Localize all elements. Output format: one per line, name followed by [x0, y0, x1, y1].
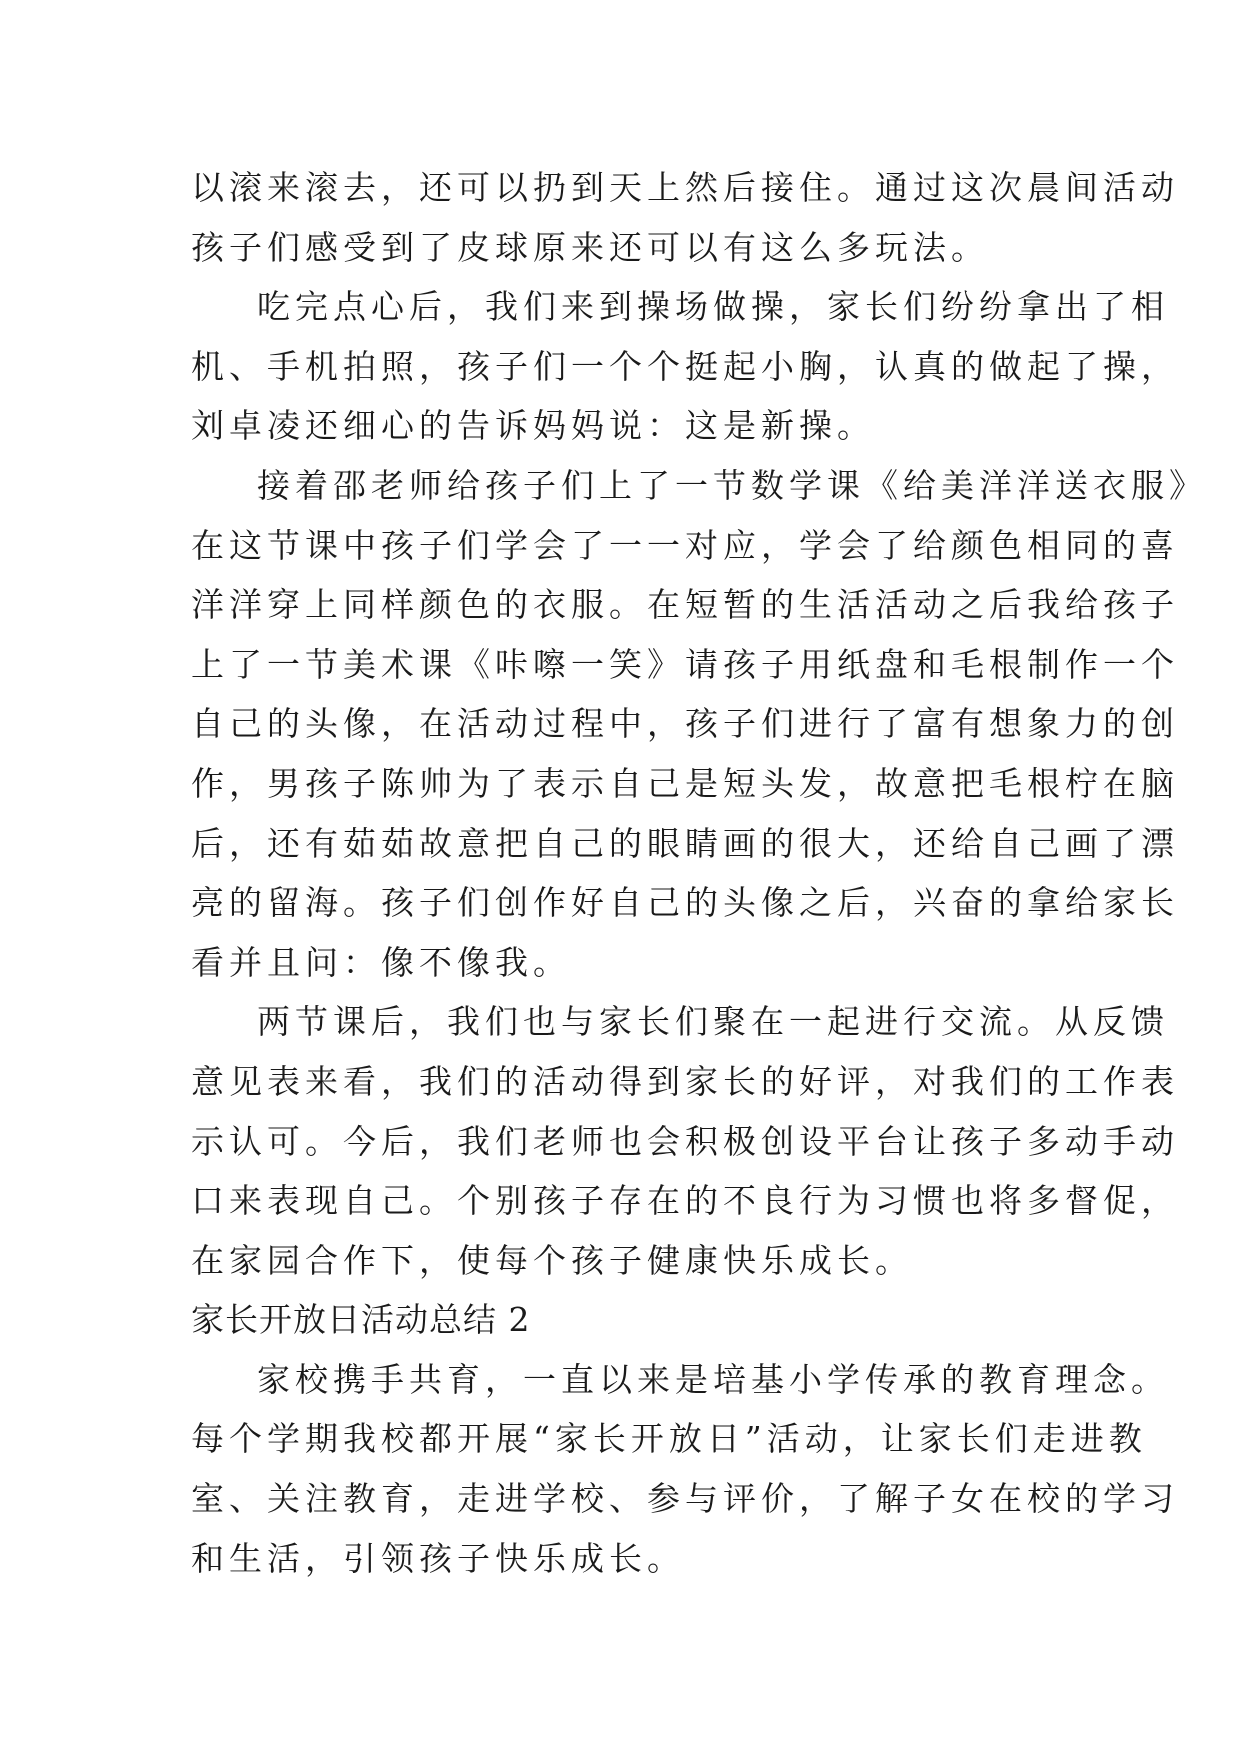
text-line: 作，男孩子陈帅为了表示自己是短头发，故意把毛根柠在脑	[191, 763, 1179, 803]
text-line: 家校携手共育，一直以来是培基小学传承的教育理念。	[257, 1359, 1169, 1399]
text-line: 洋洋穿上同样颜色的衣服。在短暂的生活活动之后我给孩子	[191, 585, 1179, 625]
text-line: 自己的头像，在活动过程中，孩子们进行了富有想象力的创	[191, 704, 1179, 744]
text-line: 室、关注教育，走进学校、参与评价，了解子女在校的学习	[191, 1479, 1179, 1519]
text-line: 看并且问：像不像我。	[191, 942, 571, 982]
text-line: 意见表来看，我们的活动得到家长的好评，对我们的工作表	[191, 1061, 1179, 1101]
text-line: 两节课后，我们也与家长们聚在一起进行交流。从反馈	[257, 1002, 1169, 1042]
text-line: 在家园合作下，使每个孩子健康快乐成长。	[191, 1240, 913, 1280]
text-line: 吃完点心后，我们来到操场做操，家长们纷纷拿出了相	[257, 287, 1169, 327]
text-line: 孩子们感受到了皮球原来还可以有这么多玩法。	[191, 227, 989, 267]
text-line: 示认可。今后，我们老师也会积极创设平台让孩子多动手动	[191, 1121, 1179, 1161]
document-body	[191, 158, 1207, 1588]
text-line: 后，还有茹茹故意把自己的眼睛画的很大，还给自己画了漂	[191, 823, 1179, 863]
text-line: 机、手机拍照，孩子们一个个挺起小胸，认真的做起了操，	[191, 346, 1179, 386]
paragraph-lessons	[191, 456, 1207, 992]
paragraph-exercise	[191, 277, 1179, 456]
paragraph-school-philosophy	[191, 1350, 1179, 1588]
text-line: 在这节课中孩子们学会了一一对应，学会了给颜色相同的喜	[191, 525, 1179, 565]
paragraph-ball-games	[191, 158, 1179, 277]
text-line: 每个学期我校都开展“家长开放日”活动，让家长们走进教	[191, 1419, 1147, 1459]
text-line: 以滚来滚去，还可以扔到天上然后接住。通过这次晨间活动	[191, 168, 1179, 207]
text-line: 接着邵老师给孩子们上了一节数学课《给美洋洋送衣服》	[257, 465, 1207, 505]
text-line: 上了一节美术课《咔嚓一笑》请孩子用纸盘和毛根制作一个	[191, 644, 1179, 684]
paragraph-feedback	[191, 992, 1179, 1290]
text-line: 亮的留海。孩子们创作好自己的头像之后，兴奋的拿给家长	[191, 883, 1179, 923]
text-line: 和生活，引领孩子快乐成长。	[191, 1538, 685, 1578]
section-heading	[191, 1290, 1071, 1350]
heading-title: 家长开放日活动总结 2	[191, 1300, 531, 1340]
text-line: 口来表现自己。个别孩子存在的不良行为习惯也将多督促，	[191, 1181, 1179, 1221]
text-line: 刘卓凌还细心的告诉妈妈说：这是新操。	[191, 406, 875, 446]
